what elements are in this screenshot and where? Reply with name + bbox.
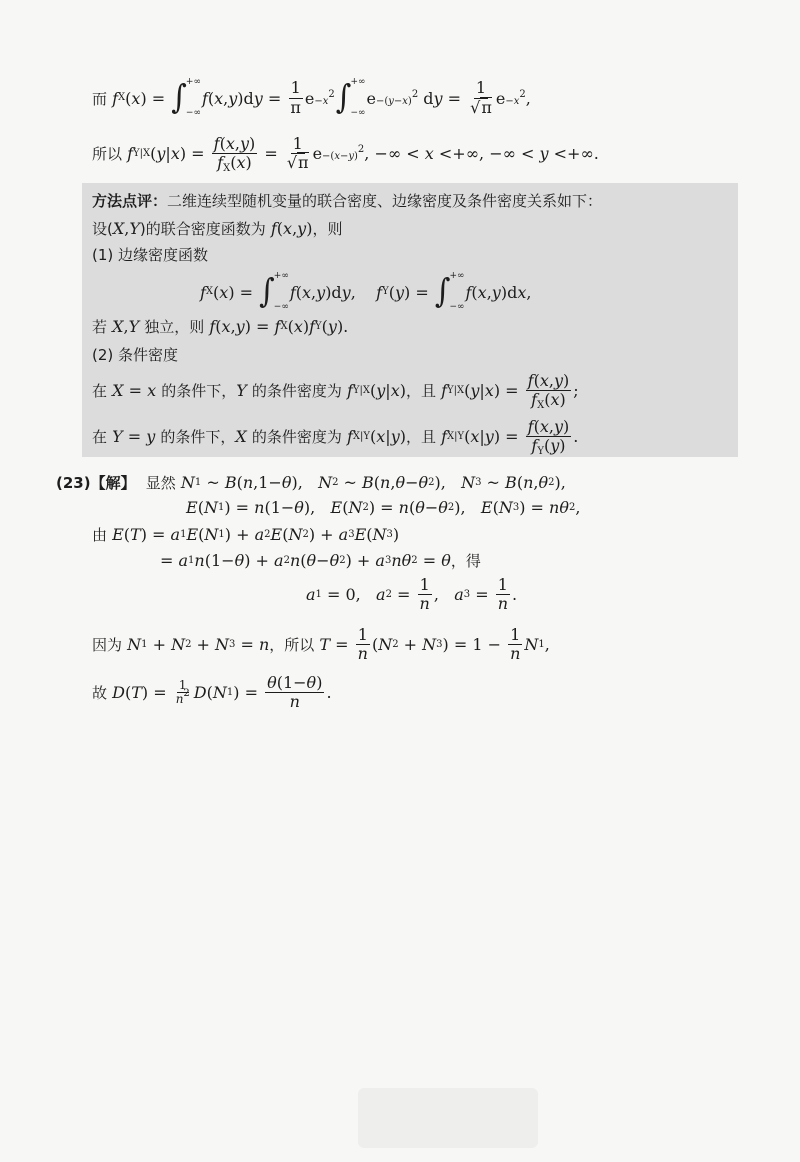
solution-23-expectations: E ( N 1 ) = n (1− θ ), E ( N 2 ) = n ( θ − θ 2 ), E ( N 3 ) = nθ 2 , xyxy=(186,498,581,517)
fraction: f(x,y) $f_X(x)$ xyxy=(213,134,256,175)
text-er: 而 xyxy=(92,89,108,108)
comment-conditional-y-given-x: 在 X = x 的条件下， Y 的条件密度为 f Y|X ( y | x ) ，且 f Y|X ( y | x ) = f(x,y) $f_X(x)$ ; xyxy=(92,371,579,412)
text-c1b: )的联合密度函数为 xyxy=(139,220,266,238)
integral: ∫ +∞ −∞ xyxy=(259,271,289,312)
text-c2: (1) 边缘密度函数 xyxy=(92,246,209,264)
comment-conditional-x-given-y: 在 Y = y 的条件下， X 的条件密度为 f X|Y ( x | y ) ，且 f X|Y ( x | y ) = f(x,y) $f_Y(y)$ . xyxy=(92,417,579,458)
fraction: f(x,y) $f_X(x)$ xyxy=(527,371,570,412)
text-s3: 由 xyxy=(92,526,108,544)
text-c4b: 独立，则 xyxy=(144,318,205,336)
method-label: 方法点评 xyxy=(92,192,153,210)
comment-joint-density: 设( X , Y )的联合密度函数为 f ( x , y ) ，则 xyxy=(92,219,343,238)
solution-23-unbiased-eq-1: 由 E ( T ) = a 1 E ( N 1 ) + a 2 E ( N 2 ) + a 3 E ( N 3 ) xyxy=(92,525,400,544)
fraction: 1 $n^2$ xyxy=(175,677,190,707)
solution-23-coefficients: a 1 = 0, a 2 = 1 n , a 3 = 1 n . xyxy=(306,575,518,614)
fraction: 1 √π xyxy=(470,78,492,117)
text-c1c: ，则 xyxy=(312,220,343,238)
text-c7d: ，且 xyxy=(405,428,436,447)
text-s4b: ，得 xyxy=(450,552,481,570)
fraction: 1 n xyxy=(497,575,508,614)
comment-heading: 方法点评 ： 二维连续型随机变量的联合密度、边缘密度及条件密度关系如下： xyxy=(92,192,603,210)
text-c5: (2) 条件密度 xyxy=(92,346,179,364)
integral: ∫ +∞ −∞ xyxy=(335,77,366,118)
text-s6a: 因为 xyxy=(92,636,123,655)
text-c7a: 在 xyxy=(92,428,108,447)
fraction: 1 n xyxy=(510,625,521,664)
solution-23-statistic-T: 因为 N 1 + N 2 + N 3 = n ，所以 T = 1 n ( N 2 + N 3 ) = 1 − 1 n N 1 , xyxy=(92,625,550,664)
fraction: f(x,y) $f_Y(y)$ xyxy=(527,417,570,458)
fraction: θ(1−θ) n xyxy=(267,673,323,712)
text-c4a: 若 xyxy=(92,318,108,336)
comment-marginal-formula: f X ( x ) = ∫ +∞ −∞ f ( x , y )d y , f Y ( y ) = ∫ +∞ −∞ f ( x , y )d x , xyxy=(200,271,532,312)
marginal-density-x-line: 而 f X ( x ) = ∫ +∞ −∞ f ( x , y )d y = 1 π e $-x^2$ ∫ +∞ −∞ e $-(y-x)^2$ d y = 1 √π e $-x^2$ , xyxy=(92,77,531,118)
text-s7: 故 xyxy=(92,684,108,703)
text-s1: 显然 xyxy=(145,474,176,492)
comment-independence: 若 X , Y 独立，则 f ( x , y ) = f X ( x ) f Y ( y ). xyxy=(92,317,349,336)
text-c6d: ，且 xyxy=(405,382,436,401)
comment-intro: 二维连续型随机变量的联合密度、边缘密度及条件密度关系如下： xyxy=(167,192,603,210)
fraction: 1 n xyxy=(357,625,368,664)
integral: ∫ +∞ −∞ xyxy=(171,77,201,118)
page-smudge xyxy=(358,1088,538,1148)
text-c7c: 的条件密度为 xyxy=(251,428,342,447)
solution-23-unbiased-eq-2: = a 1 n (1− θ ) + a 2 n ( θ − θ 2 ) + a 3 nθ 2 = θ ，得 xyxy=(160,551,481,570)
text-c6b: 的条件下， xyxy=(161,382,237,401)
solution-23-variance: 故 D ( T ) = 1 $n^2$ D ( N 1 ) = θ(1−θ) n . xyxy=(92,673,332,712)
fraction: 1 n xyxy=(419,575,430,614)
solution-23-distributions: (23)【解】 显然 N 1 ~ B ( n ,1− θ ), N 2 ~ B ( n , θ − θ 2 ), N 3 ~ B ( n , θ 2 ), xyxy=(56,473,566,492)
integral: ∫ +∞ −∞ xyxy=(434,271,465,312)
fraction: 1 √π xyxy=(286,134,309,173)
text-c6c: 的条件密度为 xyxy=(251,382,342,401)
conditional-density-line: 所以 f Y|X ( y | x ) = f(x,y) $f_X(x)$ = 1 √π e $-(x-y)^2$ , −∞ < x <+∞, −∞ < y <+∞. xyxy=(92,134,599,175)
text-suoyi: 所以 xyxy=(92,145,123,164)
comment-conditional-heading xyxy=(92,344,178,365)
comment-marginal-heading xyxy=(92,244,208,265)
text-c1a: 设( xyxy=(92,220,113,238)
text-c6a: 在 xyxy=(92,382,108,401)
text-c7b: 的条件下， xyxy=(160,428,236,447)
fraction: 1 π xyxy=(290,78,301,117)
solution-tag: (23)【解】 xyxy=(56,474,136,492)
text-s6b: ，所以 xyxy=(269,636,315,655)
